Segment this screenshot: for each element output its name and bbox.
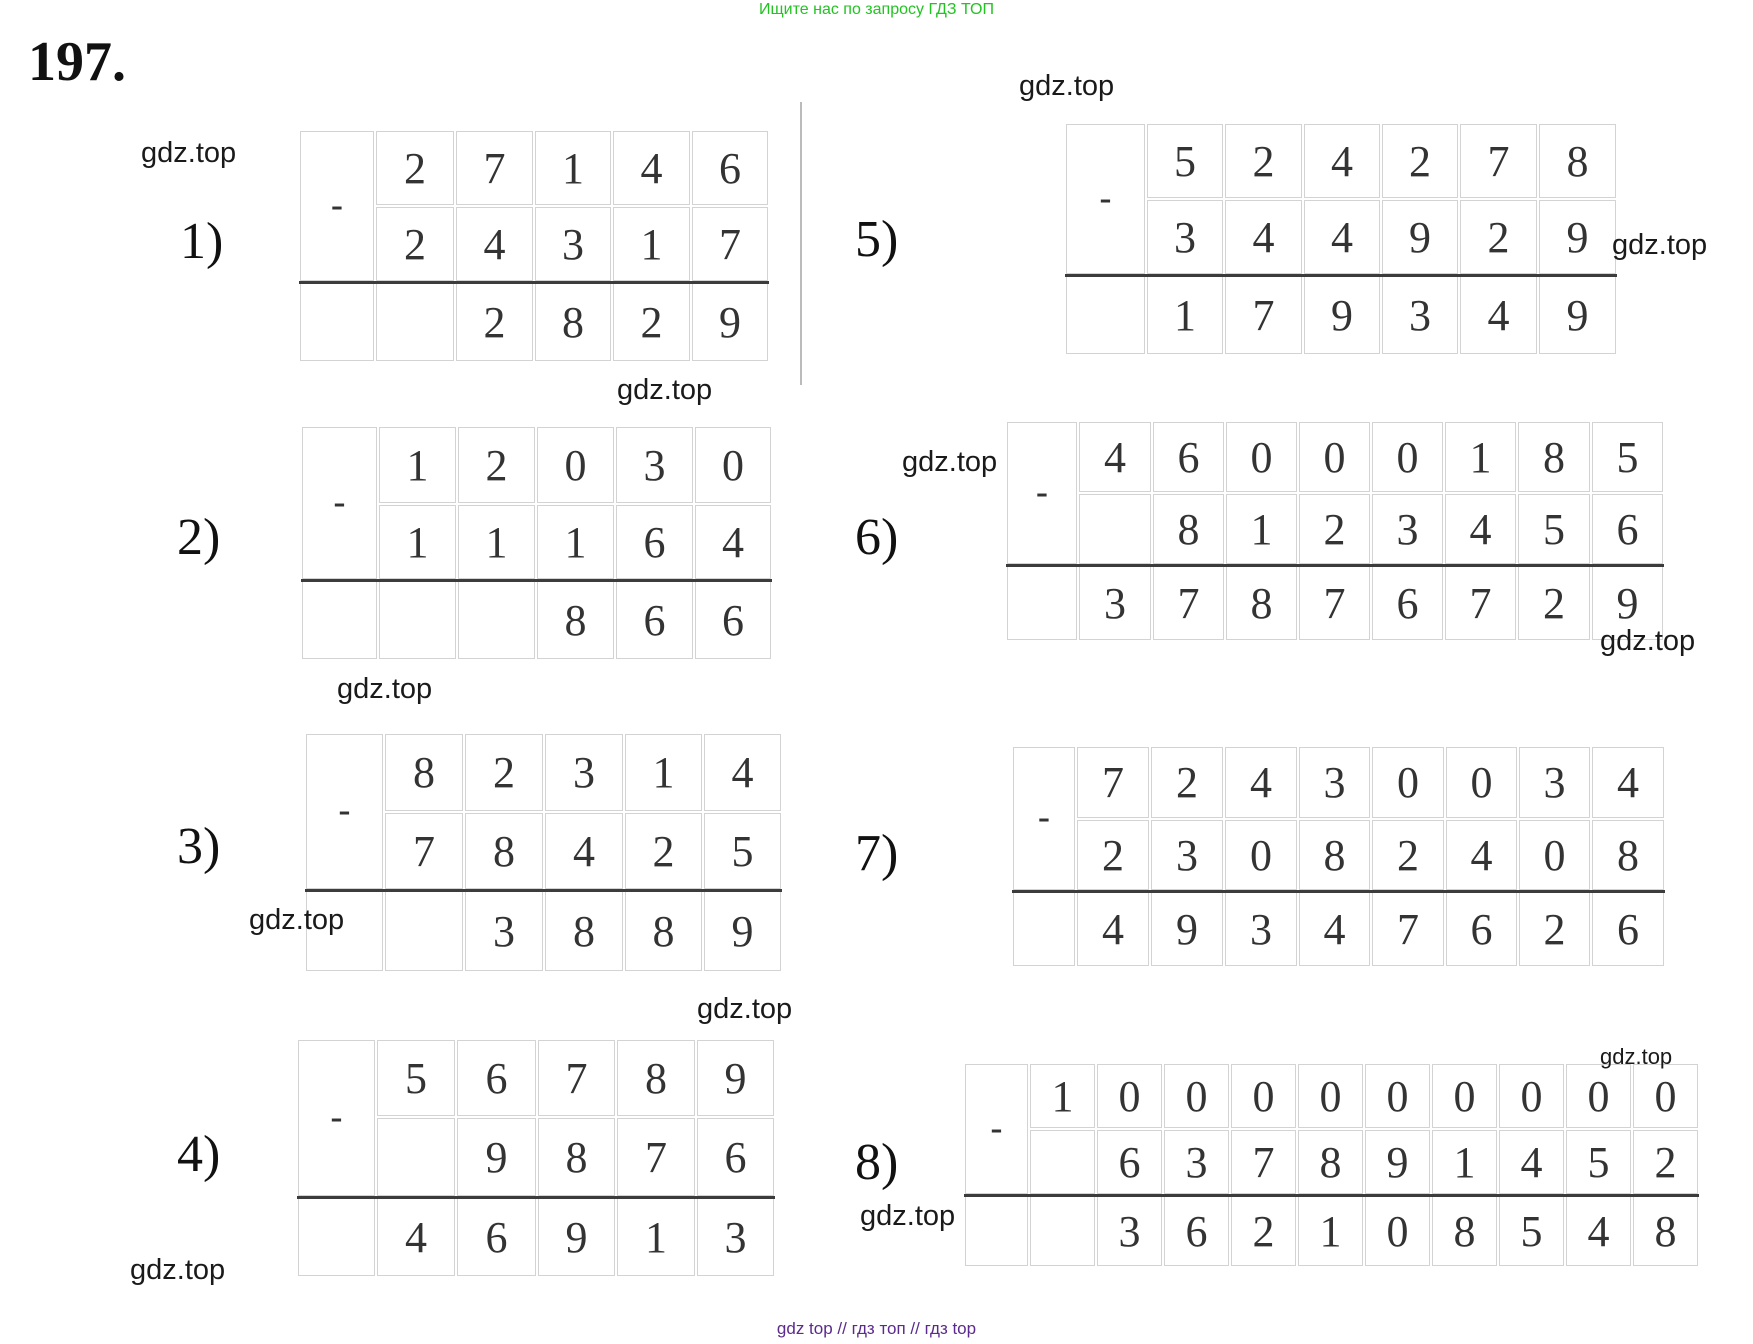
subtrahend-digit: 3 (1151, 820, 1223, 890)
difference-digit: 6 (457, 1198, 536, 1276)
difference-digit: 9 (692, 283, 768, 361)
subtrahend-digit: 8 (1153, 494, 1224, 564)
problem-label: 3) (177, 818, 221, 875)
difference-digit: 8 (535, 283, 611, 361)
subtrahend-digit: 4 (456, 207, 533, 281)
minuend-digit: 0 (695, 427, 771, 503)
subtrahend-digit: 4 (545, 813, 623, 889)
difference-digit: 2 (456, 283, 533, 361)
result-rule (299, 281, 769, 284)
result-rule (964, 1194, 1699, 1197)
difference-digit (379, 581, 456, 659)
difference-digit (298, 1198, 375, 1276)
subtrahend-digit: 1 (379, 505, 456, 579)
subtrahend-digit: 8 (1299, 820, 1370, 890)
result-rule (301, 579, 772, 582)
minuend-digit: 2 (1151, 747, 1223, 818)
difference-digit: 9 (1539, 276, 1616, 354)
difference-digit: 8 (1432, 1196, 1497, 1266)
minus-sign: - (1013, 747, 1075, 890)
subtrahend-digit: 2 (1077, 820, 1149, 890)
minuend-digit: 0 (1446, 747, 1517, 818)
minuend-digit: 7 (456, 131, 533, 205)
difference-digit: 4 (1299, 892, 1370, 966)
difference-digit: 4 (377, 1198, 455, 1276)
difference-digit: 6 (616, 581, 693, 659)
minuend-digit: 1 (535, 131, 611, 205)
difference-digit: 6 (1446, 892, 1517, 966)
minuend-digit: 4 (704, 734, 781, 811)
minuend-digit: 8 (617, 1040, 695, 1116)
minuend-digit: 1 (625, 734, 702, 811)
difference-digit: 3 (1225, 892, 1297, 966)
minuend-digit: 0 (1633, 1064, 1698, 1128)
minus-sign: - (1066, 124, 1145, 274)
minuend-digit: 0 (1097, 1064, 1162, 1128)
difference-digit: 6 (1592, 892, 1664, 966)
subtrahend-digit (377, 1118, 455, 1196)
difference-digit: 3 (465, 891, 543, 971)
minuend-digit: 6 (457, 1040, 536, 1116)
problem-number: 197. (28, 31, 126, 93)
difference-digit: 9 (1592, 566, 1663, 640)
minuend-digit: 0 (1226, 422, 1297, 492)
problem-label: 8) (855, 1134, 899, 1191)
minuend-digit: 2 (376, 131, 454, 205)
watermark: gdz.top (1612, 229, 1708, 261)
minus-sign: - (300, 131, 374, 281)
footer-links: gdz top // гдз топ // гдз top (776, 1319, 977, 1338)
watermark: gdz.top (337, 673, 433, 705)
difference-digit: 2 (1231, 1196, 1296, 1266)
minuend-digit: 8 (385, 734, 463, 811)
subtrahend-digit: 0 (1519, 820, 1590, 890)
difference-digit (1013, 892, 1075, 966)
subtrahend-digit: 8 (465, 813, 543, 889)
minuend-digit: 2 (465, 734, 543, 811)
minuend-digit: 4 (1079, 422, 1151, 492)
subtrahend-digit: 4 (1225, 200, 1302, 274)
minus-sign: - (965, 1064, 1028, 1194)
result-rule (297, 1196, 775, 1199)
minuend-digit: 8 (1518, 422, 1590, 492)
minus-sign: - (302, 427, 377, 579)
subtraction-grid (299, 130, 769, 362)
result-rule (1065, 274, 1617, 277)
problem-label: 5) (855, 211, 899, 268)
subtrahend-digit: 2 (625, 813, 702, 889)
minuend-digit: 0 (1372, 422, 1443, 492)
minuend-digit: 7 (538, 1040, 615, 1116)
result-rule (1012, 890, 1665, 893)
subtrahend-digit: 1 (1432, 1130, 1497, 1194)
subtrahend-digit (1079, 494, 1151, 564)
difference-digit: 4 (1566, 1196, 1631, 1266)
difference-digit: 9 (704, 891, 781, 971)
subtrahend-digit: 3 (1147, 200, 1223, 274)
difference-digit: 8 (537, 581, 614, 659)
difference-digit: 3 (697, 1198, 774, 1276)
difference-digit (1030, 1196, 1095, 1266)
subtraction-grid (297, 1039, 775, 1277)
problem-label: 7) (855, 825, 899, 882)
minuend-digit: 0 (537, 427, 614, 503)
difference-digit: 4 (1077, 892, 1149, 966)
subtrahend-digit: 2 (376, 207, 454, 281)
difference-digit: 6 (695, 581, 771, 659)
minuend-digit: 7 (1460, 124, 1537, 198)
subtrahend-digit: 4 (1304, 200, 1380, 274)
minuend-digit: 9 (697, 1040, 774, 1116)
difference-digit (300, 283, 374, 361)
subtraction-grid (1065, 123, 1617, 355)
top-banner: Ищите нас по запросу ГДЗ ТОП (759, 1, 994, 18)
subtraction-grid (301, 426, 772, 660)
difference-digit: 2 (1518, 566, 1590, 640)
subtrahend-digit (1030, 1130, 1095, 1194)
subtrahend-digit: 2 (1372, 820, 1444, 890)
minus-sign: - (1007, 422, 1077, 564)
subtrahend-digit: 4 (1499, 1130, 1564, 1194)
minuend-digit: 0 (1499, 1064, 1564, 1128)
difference-digit: 9 (1151, 892, 1223, 966)
subtrahend-digit: 7 (617, 1118, 695, 1196)
difference-digit: 7 (1225, 276, 1302, 354)
problem-label: 6) (855, 509, 899, 566)
minuend-digit: 1 (1445, 422, 1516, 492)
minuend-digit: 0 (1365, 1064, 1430, 1128)
subtrahend-digit: 9 (1365, 1130, 1430, 1194)
difference-digit: 7 (1372, 892, 1444, 966)
watermark: gdz.top (141, 137, 237, 169)
difference-digit: 8 (1633, 1196, 1698, 1266)
result-rule (305, 889, 782, 892)
watermark: gdz.top (617, 374, 713, 406)
difference-digit: 7 (1153, 566, 1224, 640)
subtrahend-digit: 5 (704, 813, 781, 889)
watermark: gdz.top (697, 993, 793, 1025)
minus-sign: - (306, 734, 383, 889)
subtrahend-digit: 0 (1225, 820, 1297, 890)
minuend-digit: 6 (1153, 422, 1224, 492)
subtrahend-digit: 6 (1097, 1130, 1162, 1194)
difference-digit: 6 (1164, 1196, 1229, 1266)
minuend-digit: 4 (613, 131, 690, 205)
minuend-digit: 6 (692, 131, 768, 205)
minus-sign: - (298, 1040, 375, 1196)
difference-digit: 5 (1499, 1196, 1564, 1266)
minuend-digit: 4 (1225, 747, 1297, 818)
minuend-digit: 0 (1231, 1064, 1296, 1128)
difference-digit (376, 283, 454, 361)
subtrahend-digit: 2 (1299, 494, 1370, 564)
difference-digit: 7 (1445, 566, 1516, 640)
subtrahend-digit: 3 (1372, 494, 1443, 564)
result-rule (1006, 564, 1664, 567)
subtrahend-digit: 4 (695, 505, 771, 579)
difference-digit (458, 581, 535, 659)
subtrahend-digit: 4 (1446, 820, 1517, 890)
subtrahend-digit: 2 (1460, 200, 1537, 274)
subtrahend-digit: 4 (1445, 494, 1516, 564)
subtrahend-digit: 9 (457, 1118, 536, 1196)
watermark: gdz.top (902, 446, 998, 478)
minuend-digit: 1 (1030, 1064, 1095, 1128)
difference-digit (302, 581, 377, 659)
subtrahend-digit: 8 (1592, 820, 1664, 890)
problem-label: 2) (177, 509, 221, 566)
subtrahend-digit: 8 (1298, 1130, 1363, 1194)
difference-digit: 2 (1519, 892, 1590, 966)
subtrahend-digit: 7 (692, 207, 768, 281)
difference-digit: 4 (1460, 276, 1537, 354)
watermark: gdz.top (249, 904, 345, 936)
difference-digit: 3 (1079, 566, 1151, 640)
subtrahend-digit: 8 (538, 1118, 615, 1196)
difference-digit: 8 (1226, 566, 1297, 640)
subtrahend-digit: 6 (697, 1118, 774, 1196)
difference-digit: 6 (1372, 566, 1443, 640)
problem-label: 1) (180, 213, 224, 270)
difference-digit: 9 (1304, 276, 1380, 354)
minuend-digit: 0 (1432, 1064, 1497, 1128)
subtrahend-digit: 6 (1592, 494, 1663, 564)
subtraction-grid (964, 1063, 1699, 1267)
minuend-digit: 4 (1304, 124, 1380, 198)
difference-digit (385, 891, 463, 971)
problem-label: 4) (177, 1126, 221, 1183)
subtrahend-digit: 1 (458, 505, 535, 579)
minuend-digit: 2 (1382, 124, 1458, 198)
subtrahend-digit: 2 (1633, 1130, 1698, 1194)
subtraction-grid (1006, 421, 1664, 641)
subtrahend-digit: 5 (1566, 1130, 1631, 1194)
minuend-digit: 3 (616, 427, 693, 503)
subtrahend-digit: 9 (1539, 200, 1616, 274)
watermark: gdz.top (860, 1200, 956, 1232)
subtrahend-digit: 1 (613, 207, 690, 281)
difference-digit: 1 (1298, 1196, 1363, 1266)
minuend-digit: 4 (1592, 747, 1664, 818)
subtrahend-digit: 7 (1231, 1130, 1296, 1194)
minuend-digit: 0 (1299, 422, 1370, 492)
watermark: gdz.top (1600, 1044, 1673, 1069)
minuend-digit: 0 (1566, 1064, 1631, 1128)
difference-digit: 2 (613, 283, 690, 361)
difference-digit (1007, 566, 1077, 640)
subtrahend-digit: 3 (535, 207, 611, 281)
watermark: gdz.top (1019, 70, 1115, 102)
minuend-digit: 3 (1299, 747, 1370, 818)
minuend-digit: 8 (1539, 124, 1616, 198)
subtrahend-digit: 3 (1164, 1130, 1229, 1194)
minuend-digit: 3 (545, 734, 623, 811)
subtrahend-digit: 7 (385, 813, 463, 889)
difference-digit: 3 (1382, 276, 1458, 354)
minuend-digit: 0 (1372, 747, 1444, 818)
subtrahend-digit: 5 (1518, 494, 1590, 564)
minuend-digit: 7 (1077, 747, 1149, 818)
minuend-digit: 0 (1298, 1064, 1363, 1128)
subtraction-grid (1012, 746, 1665, 967)
minuend-digit: 0 (1164, 1064, 1229, 1128)
difference-digit: 3 (1097, 1196, 1162, 1266)
difference-digit: 9 (538, 1198, 615, 1276)
subtrahend-digit: 1 (1226, 494, 1297, 564)
difference-digit (965, 1196, 1028, 1266)
difference-digit: 0 (1365, 1196, 1430, 1266)
difference-digit: 1 (1147, 276, 1223, 354)
minuend-digit: 5 (1147, 124, 1223, 198)
minuend-digit: 5 (1592, 422, 1663, 492)
column-divider (800, 102, 802, 385)
subtraction-grid (305, 733, 782, 972)
difference-digit: 8 (545, 891, 623, 971)
subtrahend-digit: 9 (1382, 200, 1458, 274)
watermark: gdz.top (130, 1254, 226, 1286)
minuend-digit: 5 (377, 1040, 455, 1116)
difference-digit: 7 (1299, 566, 1370, 640)
difference-digit (1066, 276, 1145, 354)
subtrahend-digit: 1 (537, 505, 614, 579)
watermark: gdz.top (1600, 625, 1696, 657)
difference-digit: 8 (625, 891, 702, 971)
minuend-digit: 1 (379, 427, 456, 503)
minuend-digit: 2 (458, 427, 535, 503)
minuend-digit: 3 (1519, 747, 1590, 818)
difference-digit: 1 (617, 1198, 695, 1276)
subtrahend-digit: 6 (616, 505, 693, 579)
minuend-digit: 2 (1225, 124, 1302, 198)
